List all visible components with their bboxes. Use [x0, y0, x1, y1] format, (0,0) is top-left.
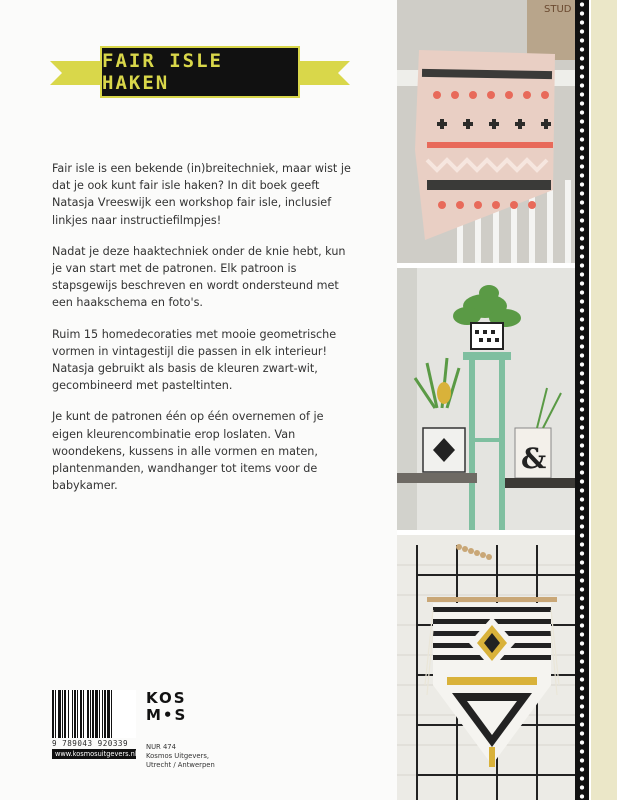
photo-ampersand: &: [521, 442, 547, 475]
blurb-paragraph-4: Je kunt de patronen één op één overnemen of je eigen kleurencombinatie erop loslaten. Van woondekens, kussens in alle vormen en maten, plantenmanden, wandhanger tot items voor de babykamer.: [52, 410, 324, 493]
logo-line-2: M•S: [146, 706, 188, 724]
book-title: FAIR ISLE HAKEN: [102, 50, 223, 94]
publisher-logo: [146, 690, 198, 724]
blurb-paragraph-2: Nadat je deze haaktechniek onder de knie hebt, kun je van start met de patronen. Elk patroon is stapsgewijs beschreven en wordt ondersteund met een haakschema en foto's.: [52, 244, 346, 310]
nur-code: NUR 474: [146, 743, 176, 751]
barcode-bar: [112, 690, 114, 738]
blanket-illustration: [397, 0, 575, 263]
isbn-number: 9 789043 920339: [52, 739, 129, 748]
blurb-paragraph-3: Ruim 15 homedecoraties met mooie geometrische vormen in vintagestijl die passen in elk interieur! Natasja gebruikt als basis de kleuren zwart-wit, gecombineerd met pasteltinten.: [52, 327, 337, 393]
photo-column: [397, 0, 575, 800]
photo-plant-baskets: [397, 268, 575, 530]
blurb: [52, 160, 352, 508]
plants-illustration: [397, 268, 575, 530]
publisher-city: Utrecht / Antwerpen: [146, 761, 215, 769]
publisher-info: [146, 743, 215, 770]
blurb-paragraph-1: Fair isle is een bekende (in)breitechniek, maar wist je dat je ook kunt fair isle haken? In dit boek geeft Natasja Vreeswijk een workshop fair isle, inclusief linkjes naar instructiefilmpjes!: [52, 162, 351, 227]
title-plate: [100, 46, 300, 98]
photo-sign-text: STUD: [544, 4, 572, 15]
barcode: [52, 690, 136, 738]
decorative-dot-border: [575, 0, 589, 800]
dot-pattern: [578, 0, 586, 800]
photo-blanket-crib: [397, 0, 575, 263]
barcode-block: [52, 690, 136, 759]
publisher-url: www.kosmosuitgevers.nl: [52, 749, 136, 759]
publisher-name: Kosmos Uitgevers,: [146, 752, 210, 760]
logo-line-1: KOS: [146, 689, 187, 707]
title-banner: [50, 46, 350, 98]
photo-wall-hanging: [397, 535, 575, 800]
cream-edge: [589, 0, 617, 800]
wall-hanging-illustration: [397, 535, 575, 800]
